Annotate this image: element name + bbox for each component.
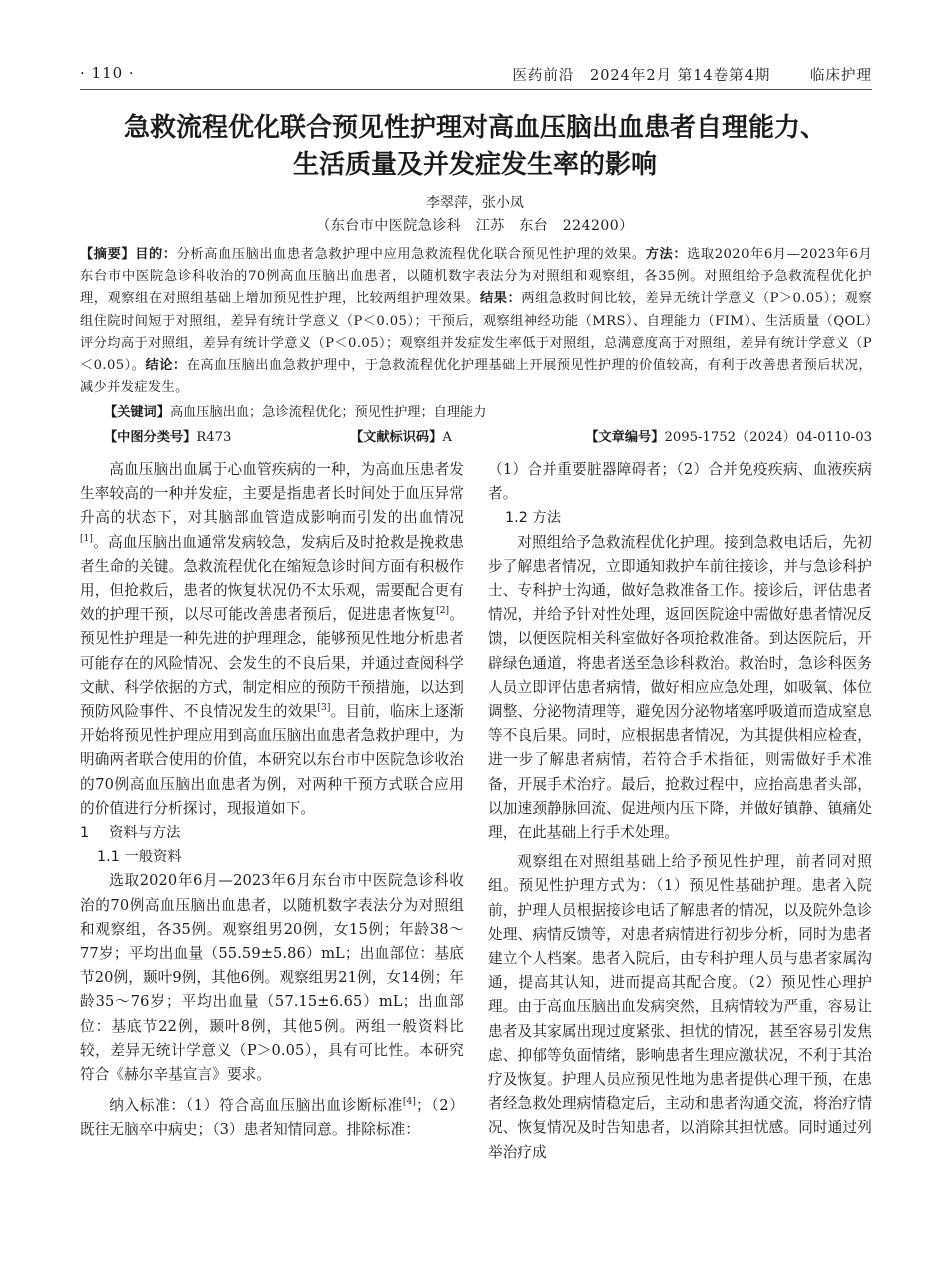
journal-issue: 2024年2月 第14卷第4期: [589, 68, 771, 84]
page-number: · 110 ·: [80, 64, 135, 82]
methods-text: 选取2020年6月—2023年6月东台市中医院急诊科收治的70例高血压脑出血患者，以随机数字表法分为对照组和观察组，各35例。对照组给予急救流程优化护理，观察组在对照组基础上增加预见性护理，比较两组护理效果。: [80, 247, 873, 307]
objective-text: 分析高血压脑出血患者急救护理中应用急救流程优化联合预见性护理的效果。: [176, 247, 646, 262]
subsection-title: 方法: [532, 510, 562, 527]
title-line-2: 生活质量及并发症发生率的影响: [292, 150, 657, 180]
journal-info: [502, 64, 872, 85]
intro-text-a: 高血压脑出血属于心血管疾病的一种，为高血压患者发生率较高的一种并发症，主要是指患者长时间处于血压异常升高的状态下，对其脑部血管造成影响而引发的出血情况: [80, 461, 464, 527]
conclusion-text: 在高血压脑出血急救护理中，于急救流程优化护理基础上开展预见性护理的价值较高，有利于改善患者预后状况，减少并发症发生。: [80, 358, 873, 396]
methods-label: 方法：: [645, 247, 688, 262]
journal-section: 临床护理: [810, 68, 872, 84]
classification-row: [80, 426, 872, 448]
clc-label: 【中图分类号】: [104, 430, 197, 445]
keywords-text: 高血压脑出血；急诊流程优化；预见性护理；自理能力: [169, 405, 487, 420]
results-text: 两组急救时间比较，差异无统计学意义（P＞0.05）；观察组住院时间短于对照组，差异有统计学意义（P＜0.05）；干预后，观察组神经功能（MRS）、自理能力（FIM）、生活质量（QOL）评分均高于对照组，差异有统计学意义（P＜0.05）；观察组并发症发生率低于对照组，总满意度高于对照组，差异有统计学意义（P＜0.05）。: [80, 291, 873, 374]
subsection-number: 1.2: [505, 510, 528, 527]
citation-2: [2]: [436, 606, 450, 617]
section-heading-1: [80, 821, 464, 845]
criteria-text-a: 纳入标准：（1）符合高血压脑出血诊断标准: [109, 1097, 403, 1115]
results-label: 结果：: [479, 291, 522, 307]
method-control-paragraph: 对照组给予急救流程优化护理。接到急救电话后，先初步了解患者情况，立即通知救护车前往接诊，并与急诊科护士、专科护士沟通，做好急救准备工作。接诊后，评估患者情况，并给予针对性处理，返回医院途中需做好患者情况反馈，以便医院相关科室做好各项抢救准备。到达医院后，开辟绿色通道，将患者送至急诊科救治。救治时，急诊科医务人员立即评估患者病情，做好相应应急处理，如吸氧、体位调整、分泌物清理等，避免因分泌物堵塞呼吸道而造成窒息等不良后果。同时，应根据患者情况，为其提供相应检查，进一步了解患者病情，若符合手术指征，则需做好手术准备，开展手术治疗。最后，抢救过程中，应抬高患者头部，以加速颈静脉回流、促进颅内压下降，并做好镇静、镇痛处理，在此基础上行手术处理。: [488, 533, 872, 842]
doc-code-field: [350, 426, 452, 445]
subsection-heading-1-2: [488, 506, 872, 530]
subsection-heading-1-1: [80, 845, 464, 869]
citation-4: [4]: [402, 1097, 416, 1108]
left-column: [80, 458, 464, 1143]
title-line-1: 急救流程优化联合预见性护理对高血压脑出血患者自理能力、: [123, 113, 826, 143]
keywords-label: 【关键词】: [104, 405, 170, 420]
clc-value: R473: [196, 430, 232, 445]
intro-paragraph: [80, 458, 464, 821]
intro-text-c: 。预见性护理是一种先进的护理理念，能够预见性地分析患者可能存在的风险情况、会发生的不良后果，并通过查阅科学文献、科学依据的方式，制定相应的预防干预措施，以达到预防风险事件、不良情况发生的效果: [80, 606, 464, 721]
journal-name: 医药前沿: [512, 68, 575, 84]
article-number-value: 2095-1752（2024）04-0110-03: [664, 430, 872, 445]
abstract: [80, 244, 872, 399]
general-data-paragraph: 选取2020年6月—2023年6月东台市中医院急诊科收治的70例高血压脑出血患者，以随机数字表法分为对照组和观察组，各35例。观察组男20例，女15例；年龄38～77岁；平均出血量（55.59±5.86）mL；出血部位：基底节20例，颞叶9例，其他6例。观察组男21例，女14例；年龄35～76岁；平均出血量（57.15±6.65）mL；出血部位：基底节22例，颞叶8例，其他5例。两组一般资料比较，差异无统计学意义（P＞0.05），具有可比性。本研究符合《赫尔辛基宣言》要求。: [80, 872, 464, 1084]
affiliation: （东台市中医院急诊科 江苏 东台 224200）: [316, 218, 634, 234]
authors: 李翠萍，张小凤: [426, 195, 524, 211]
section-title: 资料与方法: [109, 825, 181, 842]
running-header: [80, 58, 872, 90]
clc-field: [104, 426, 231, 445]
method-observation-paragraph: 观察组在对照组基础上给予预见性护理，前者同对照组。预见性护理方式为：（1）预见性基础护理。患者入院前，护理人员根据接诊电话了解患者的情况，以及院外急诊处理、病情反馈等，对患者病情进行初步分析，同时为患者建立个人档案。患者入院后，由专科护理人员与患者家属沟通，提高其认知，进而提高其配合度。（2）预见性心理护理。由于高血压脑出血发病突然，且病情较为严重，容易让患者及其家属出现过度紧张、担忧的情况，甚至容易引发焦虑、抑郁等负面情绪，影响患者生理应激状况，不利于其治疗及恢复。护理人员应预见性地为患者提供心理干预，在患者经急救处理病情稳定后，主动和患者沟通交流，将治疗情况、恢复情况及时告知患者，以消除其担忧感。同时通过列举治疗成: [488, 853, 872, 1161]
citation-1: [1]: [80, 533, 94, 544]
citation-3: [3]: [317, 703, 331, 714]
doc-code-label: 【文献标识码】: [350, 430, 443, 445]
criteria-continued: （1）合并重要脏器障碍者；（2）合并免疫疾病、血液疾病者。: [488, 461, 872, 503]
subsection-number: 1.1: [97, 849, 120, 866]
doc-code-value: A: [442, 430, 452, 445]
article-number-field: [585, 426, 872, 445]
subsection-title: 一般资料: [124, 849, 182, 866]
conclusion-label: 结论：: [145, 358, 187, 374]
article-title: [40, 110, 910, 184]
article-number-label: 【文章编号】: [585, 430, 665, 445]
right-column: [488, 458, 872, 1165]
header-rule: [80, 89, 872, 90]
intro-text-d: 。目前，临床上逐渐开始将预见性护理应用到高血压脑出血患者急救护理中，为明确两者联合使用的价值，本研究以东台市中医院急诊收治的70例高血压脑出血患者为例，对两种干预方式联合应用的价值进行分析探讨，现报道如下。: [80, 703, 465, 817]
objective-label: 目的：: [135, 247, 177, 262]
keywords: [80, 402, 872, 424]
section-number: 1: [80, 825, 90, 842]
intro-text-b: 。高血压脑出血通常发病较急，发病后及时抢救是挽救患者生命的关键。急救流程优化在缩短急诊时间方面有积极作用，但抢救后，患者的恢复状况仍不太乐观，需要配合更有效的护理干预，以尽可能改善患者预后，促进患者恢复: [80, 533, 464, 624]
abstract-label: 【摘要】: [80, 247, 136, 262]
criteria-paragraph: [80, 1094, 464, 1142]
criteria-text-b: ；（2）既往无脑卒中病史；（3）患者知情同意。排除标准：: [80, 1097, 464, 1139]
